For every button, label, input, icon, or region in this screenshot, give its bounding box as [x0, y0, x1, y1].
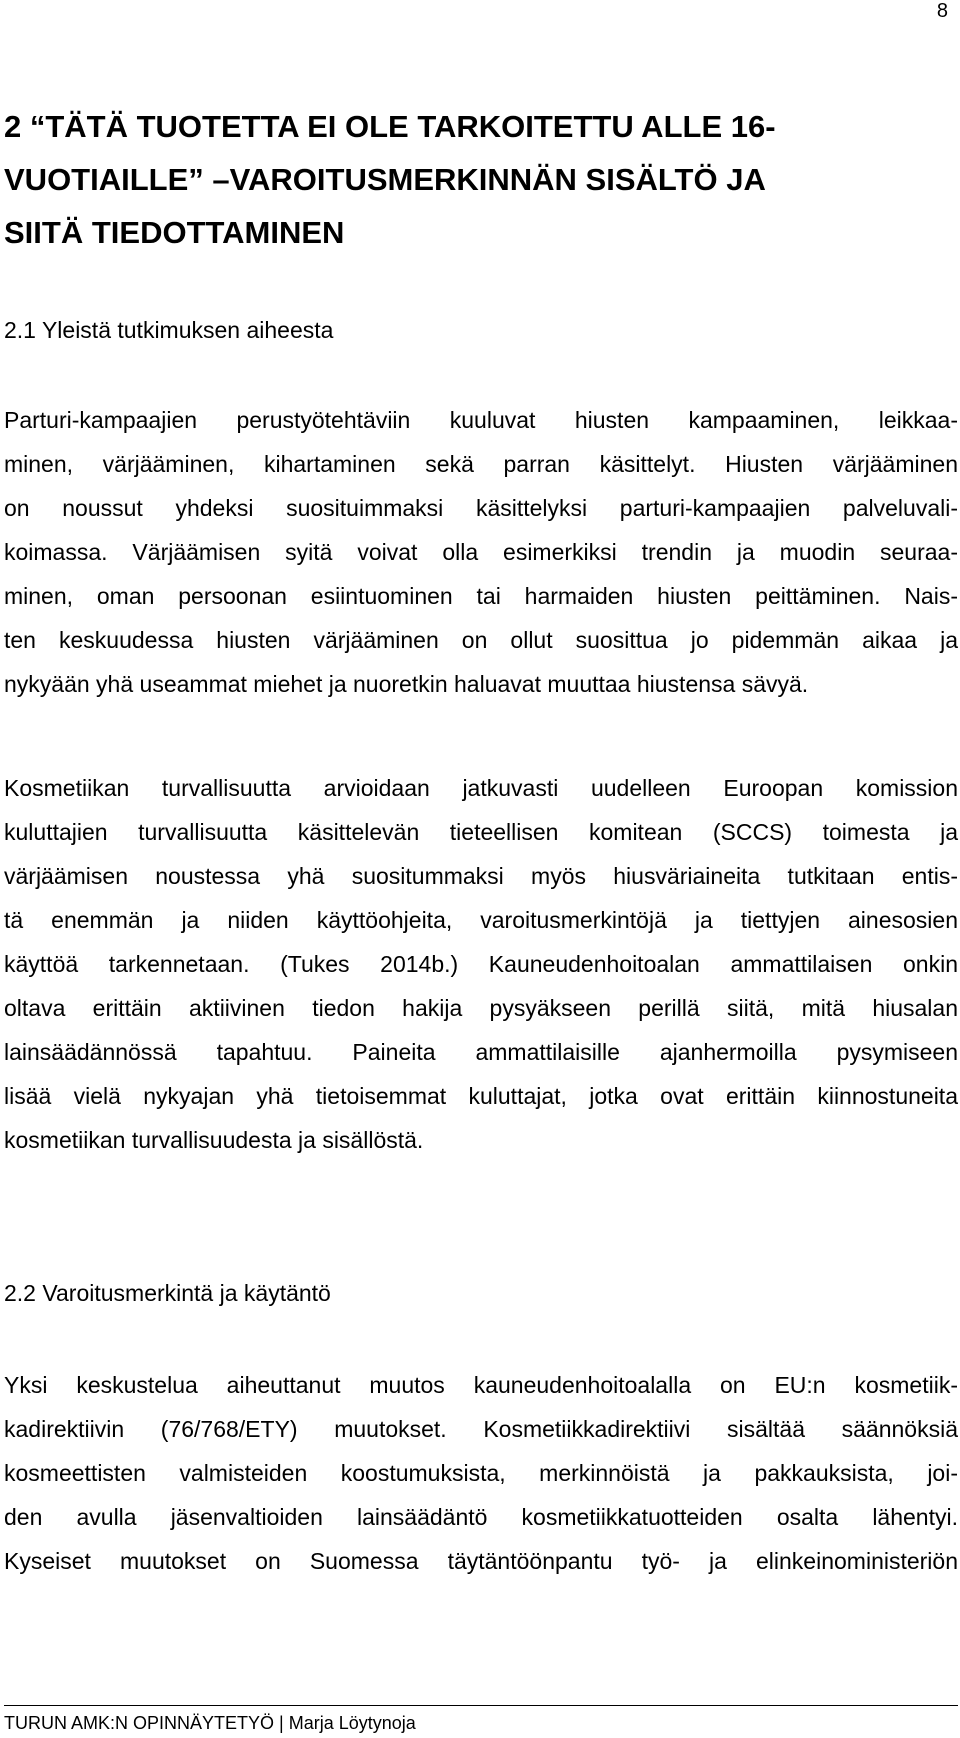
footer-divider [4, 1705, 958, 1706]
text-line: lainsäädännössä tapahtuu. Paineita ammattilaisille ajanhermoilla pysymiseen [4, 1039, 958, 1065]
section-2-1-paragraph-1 [4, 398, 958, 706]
chapter-heading-line: 2 “TÄTÄ TUOTETTA EI OLE TARKOITETTU ALLE 16- [4, 109, 776, 144]
text-line: koimassa. Värjäämisen syitä voivat olla esimerkiksi trendin ja muodin seuraa- [4, 539, 958, 565]
section-2-2-heading: 2.2 Varoitusmerkintä ja käytäntö [4, 1280, 331, 1306]
text-line: ten keskuudessa hiusten värjääminen on ollut suosittua jo pidemmän aikaa ja [4, 627, 958, 653]
text-line: lisää vielä nykyajan yhä tietoisemmat kuluttajat, jotka ovat erittäin kiinnostuneita [4, 1083, 958, 1109]
text-line: kosmetiikan turvallisuudesta ja sisällöstä. [4, 1127, 424, 1153]
text-line: minen, oman persoonan esiintuominen tai harmaiden hiusten peittäminen. Nais- [4, 583, 958, 609]
text-line: Yksi keskustelua aiheuttanut muutos kauneudenhoitoalalla on EU:n kosmetiik- [4, 1372, 958, 1398]
text-line: käyttöä tarkennetaan. (Tukes 2014b.) Kauneudenhoitoalan ammattilaisen onkin [4, 951, 958, 977]
section-2-2-paragraph-1 [4, 1363, 958, 1583]
page-number: 8 [936, 0, 948, 22]
text-line: kuluttajien turvallisuutta käsittelevän tieteellisen komitean (SCCS) toimesta ja [4, 819, 958, 845]
text-line: Parturi-kampaajien perustyötehtäviin kuuluvat hiusten kampaaminen, leikkaa- [4, 407, 958, 433]
text-line: kadirektiivin (76/768/ETY) muutokset. Kosmetiikkadirektiivi sisältää säännöksiä [4, 1416, 958, 1442]
text-line: tä enemmän ja niiden käyttöohjeita, varoitusmerkintöjä ja tiettyjen ainesosien [4, 907, 958, 933]
text-line: kosmeettisten valmisteiden koostumuksista, merkinnöistä ja pakkauksista, joi- [4, 1460, 958, 1486]
text-line: oltava erittäin aktiivinen tiedon hakija pysyäkseen perillä siitä, mitä hiusalan [4, 995, 958, 1021]
text-line: minen, värjääminen, kihartaminen sekä parran käsittelyt. Hiusten värjääminen [4, 451, 958, 477]
section-2-1-paragraph-2 [4, 766, 958, 1162]
text-line: Kosmetiikan turvallisuutta arvioidaan jatkuvasti uudelleen Euroopan komission [4, 775, 958, 801]
chapter-heading [4, 100, 934, 259]
chapter-heading-line: VUOTIAILLE” –VAROITUSMERKINNÄN SISÄLTÖ JA [4, 162, 766, 197]
chapter-heading-line: SIITÄ TIEDOTTAMINEN [4, 215, 345, 250]
text-line: Kyseiset muutokset on Suomessa täytäntöönpantu työ- ja elinkeinoministeriön [4, 1548, 958, 1574]
text-line: värjäämisen noustessa yhä suositummaksi myös hiusväriaineita tutkitaan entis- [4, 863, 958, 889]
text-line: on noussut yhdeksi suosituimmaksi käsittelyksi parturi-kampaajien palveluvali- [4, 495, 958, 521]
page-footer: TURUN AMK:N OPINNÄYTETYÖ | Marja Löytynoja [4, 1713, 416, 1733]
text-line: den avulla jäsenvaltioiden lainsäädäntö kosmetiikkatuotteiden osalta lähentyi. [4, 1504, 958, 1530]
text-line: nykyään yhä useammat miehet ja nuoretkin haluavat muuttaa hiustensa sävyä. [4, 671, 809, 697]
section-2-1-heading: 2.1 Yleistä tutkimuksen aiheesta [4, 317, 334, 343]
